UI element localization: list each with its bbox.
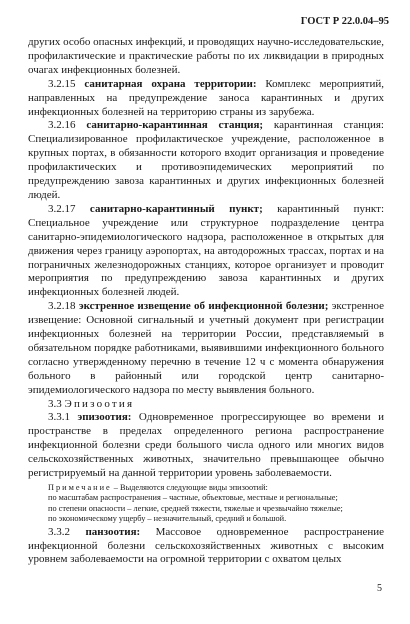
clause-number: 3.2.15 (48, 77, 85, 90)
clause-term: санитарно-карантинный пункт; (89, 202, 263, 215)
clause-definition: Массовое одновременное распространение инфекционной болезни сельскохозяйственных животных с высоким уровнем заболеваемости на огромной территории с охватом целых (28, 525, 384, 566)
page-number: 5 (377, 583, 382, 594)
clause-3-2-18 (28, 300, 384, 397)
clause-number: 3.2.16 (48, 119, 87, 132)
section-3-3-heading (28, 398, 384, 412)
clause-definition: Комплекс мероприятий, направленных на предупреждение заноса карантинных и других инфекционных болезней на территорию страны из зарубежа. (28, 77, 384, 118)
note-label: Примечание (48, 483, 112, 492)
note-block (28, 483, 384, 525)
clause-number: 3.2.18 (48, 300, 79, 313)
section-title: Эпизоотия (64, 397, 135, 410)
document-body (28, 36, 384, 567)
section-number: 3.3 (48, 397, 65, 410)
clause-term: панзоотия: (85, 525, 141, 538)
clause-3-2-17 (28, 203, 384, 300)
clause-3-2-16 (28, 119, 384, 202)
clause-term: санитарная охрана территории: (84, 77, 257, 90)
clause-term: санитарно-карантинная станция; (86, 119, 264, 132)
note-intro-text: – Выделяются следующие виды эпизоотий: (111, 483, 268, 492)
clause-term: эпизоотия: (77, 411, 132, 424)
clause-number: 3.3.2 (48, 525, 86, 538)
clause-number: 3.2.17 (48, 202, 90, 215)
clause-definition: Одновременное прогрессирующее во времени и пространстве в пределах определенного региона распространение инфекционной болезни среди большого числа одного или многих видов сельскохозяйственных животных, значительно превышающее обычно регистрируемый на данной территории уровень заболеваемости. (28, 411, 384, 480)
intro-paragraph: других особо опасных инфекций, и проводящих научно-исследовательские, профилактические и практические работы по их ликвидации в природных очагах инфекционных болезней. (28, 36, 385, 76)
clause-definition: карантинный пункт: Специальное учреждение или структурное подразделение центра санитарно-эпидемиологического надзора, расположенное в открытых для движения через границу аэропортах, на автодорожных трассах, портах и на пограничных железнодорожных станциях, которое организует и проводит мероприятия по предупреждению завоза карантинных и других инфекционных болезней людей. (28, 202, 384, 299)
clause-definition: карантинная станция: Специализированное профилактическое учреждение, расположенное в крупных портах, в обязанности которого входит организация и проведение профилактических и противоэпидемических мероприятий по предупреждению завоза карантинных и других инфекционных болезней людей. (28, 119, 384, 201)
clause-definition: экстренное извещение: Основной сигнальный и учетный документ при регистрации инфекционных болезней на территории России, представляемый в обязательном порядке работниками, выявившими инфекционного больного согласно утвержденному перечню в течение 12 ч с момента обнаружения больного в районный или городской центр санитарно-эпидемиологического надзора по месту выявления больного. (28, 300, 384, 396)
note-intro (28, 483, 384, 493)
clause-3-3-2 (28, 526, 384, 568)
document-code: ГОСТ Р 22.0.04–95 (300, 16, 389, 27)
note-line: по экономическому ущербу – незначительный, средний и большой. (48, 514, 287, 524)
note-line: по степени опасности – легкие, средней тяжести, тяжелые и чрезвычайно тяжелые; (48, 503, 343, 513)
clause-3-2-15 (28, 78, 384, 120)
clause-number: 3.3.1 (48, 411, 78, 424)
note-line: по масштабам распространения – частные, объектовые, местные и региональные; (48, 493, 338, 503)
clause-term: экстренное извещение об инфекционной болезни; (78, 300, 329, 313)
clause-3-3-1 (28, 411, 384, 481)
